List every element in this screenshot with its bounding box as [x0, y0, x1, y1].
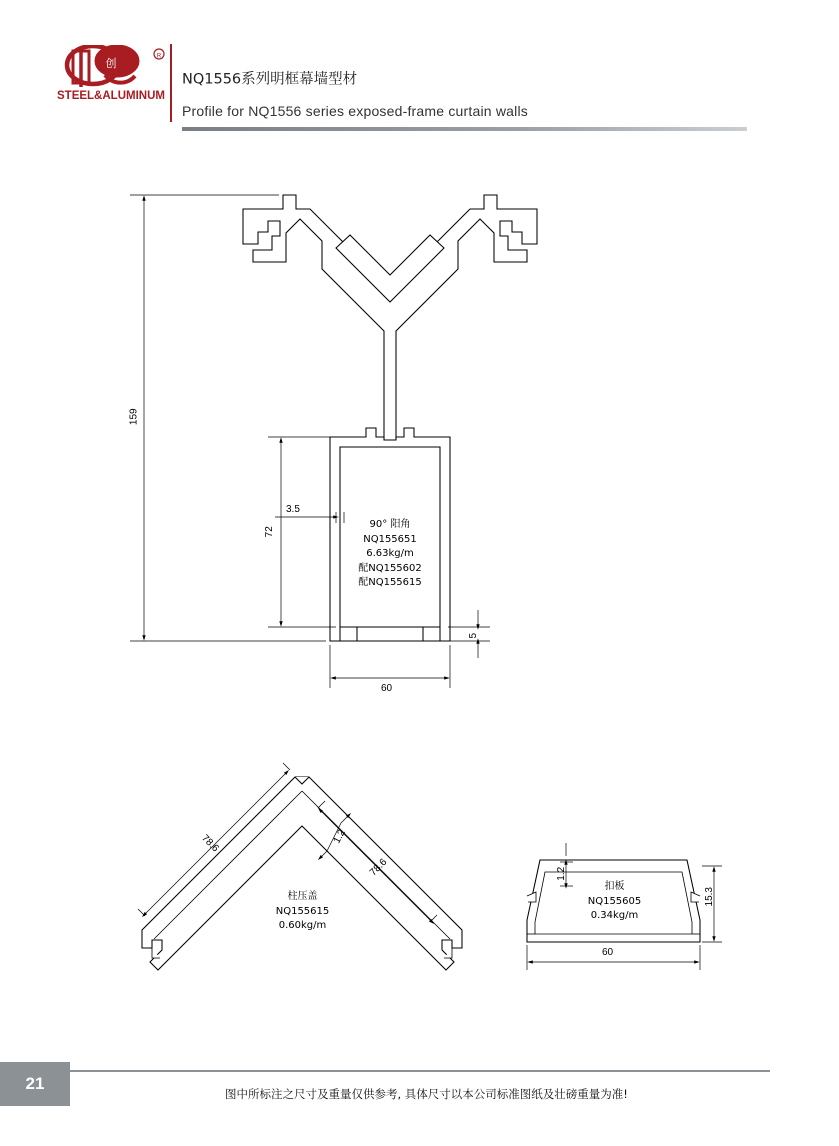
- corner-cover-callout-line3: 0.60kg/m: [278, 920, 327, 931]
- footer-rule: [70, 1070, 770, 1072]
- header-divider: [170, 44, 172, 122]
- dim-main-width: 60: [381, 683, 393, 694]
- dim-main-wall-thickness: 3.5: [286, 504, 300, 515]
- svg-text:创: 创: [105, 57, 117, 70]
- dim-plate-width: 60: [602, 947, 614, 958]
- dim-plate-height: 15.3: [703, 887, 715, 907]
- footer-note: 图中所标注之尺寸及重量仅供参考, 具体尺寸以本公司标准图纸及壮磅重量为准!: [225, 1087, 628, 1101]
- dim-main-inner-height: 72: [263, 526, 275, 538]
- main-callout-line5: 配NQ155615: [358, 577, 422, 588]
- cover-plate-callout-line3: 0.34kg/m: [590, 910, 639, 921]
- drawing-canvas: [0, 140, 839, 1060]
- corner-cover-callout-line2: NQ155615: [275, 905, 330, 917]
- page-title-en: Profile for NQ1556 series exposed-frame curtain walls: [182, 103, 528, 119]
- company-logo: [55, 45, 173, 107]
- dim-main-height: 159: [128, 408, 140, 426]
- page-title-cn: NQ1556系列明框幕墙型材: [182, 71, 358, 88]
- nq-logo-mark: [55, 45, 173, 90]
- page-header: [0, 0, 839, 140]
- cover-plate-callout: [567, 880, 662, 924]
- main-callout-line4: 配NQ155602: [358, 562, 422, 574]
- dim-corner-thickness: 1.2: [331, 827, 348, 846]
- cover-plate-callout-line1: 扣板: [604, 881, 625, 892]
- main-callout-line3: 6.63kg/m: [366, 548, 414, 559]
- main-callout-line1: 90° 阳角: [369, 519, 411, 530]
- dim-plate-thickness: 1.2: [556, 866, 568, 881]
- page-number: 21: [25, 1074, 45, 1093]
- dim-corner-right-leg: 78.6: [367, 856, 390, 879]
- main-callout-line2: NQ155651: [363, 533, 417, 545]
- cover-plate-callout-line2: NQ155605: [587, 895, 642, 907]
- main-callout: [340, 518, 440, 591]
- logo-wordmark: STEEL&ALUMINUM: [57, 90, 165, 102]
- technical-drawing: [0, 140, 839, 1060]
- corner-cover-callout-line1: 柱压盖: [287, 891, 318, 902]
- corner-cover-callout: [250, 890, 355, 934]
- svg-text:R: R: [156, 53, 162, 60]
- header-rule: [182, 127, 747, 131]
- dim-corner-left-leg: 78.6: [199, 832, 221, 855]
- dim-main-bottom-thickness: 5: [468, 632, 480, 639]
